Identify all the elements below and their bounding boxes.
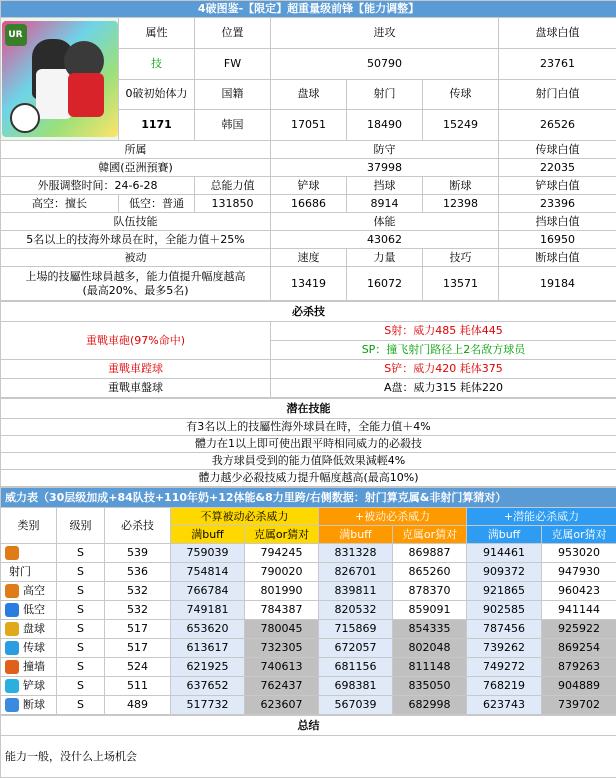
row-level: S — [57, 696, 105, 715]
tackle-value: 16686 — [271, 195, 347, 213]
col-type: 类别 — [1, 508, 57, 544]
power-value: 749181 — [171, 601, 245, 620]
pass-icon — [5, 641, 19, 655]
intercept-icon — [5, 698, 19, 712]
team-value: 韓國(亞洲預賽) — [1, 159, 271, 177]
power-table-row — [1, 544, 616, 563]
row-type-label: 铲球 — [23, 679, 45, 692]
row-type — [1, 582, 57, 601]
power-value: 904889 — [542, 677, 616, 696]
page-title: 4破图鉴-【限定】超重量级前锋【能力调整】 — [1, 1, 616, 18]
potential-table — [0, 398, 616, 487]
power-value: 914461 — [467, 544, 542, 563]
attack-label: 进攻 — [271, 18, 499, 49]
power-table-row — [1, 658, 616, 677]
air-ability: 高空：擅长 — [1, 195, 119, 213]
shoot-label: 射门 — [347, 79, 423, 110]
dribble-icon — [5, 622, 19, 636]
power-value: 739262 — [467, 639, 542, 658]
dribble-value: 17051 — [271, 110, 347, 141]
player-card-icon — [2, 21, 118, 137]
power-value: 621925 — [171, 658, 245, 677]
row-level: S — [57, 677, 105, 696]
power-value: 831328 — [319, 544, 393, 563]
power-value: 941144 — [542, 601, 616, 620]
power-value: 698381 — [319, 677, 393, 696]
row-type — [1, 677, 57, 696]
pass-value: 15249 — [423, 110, 499, 141]
row-type — [1, 563, 57, 582]
low-icon — [5, 603, 19, 617]
power-value: 637652 — [171, 677, 245, 696]
power-value: 762437 — [245, 677, 319, 696]
passive-value: 上場的技屬性球員越多，能力值提升幅度越高 (最高20%、最多5名) — [1, 267, 271, 301]
skills-title: 必杀技 — [1, 302, 616, 322]
pass-white-label: 传球白值 — [499, 141, 616, 159]
power-value: 794245 — [245, 544, 319, 563]
row-skill: 511 — [105, 677, 171, 696]
summary-text: 能力一般，没什么上场机会 — [1, 736, 616, 778]
attr-label: 属性 — [119, 18, 195, 49]
adjust-time: 外服调整时间：24-6-28 — [1, 177, 195, 195]
power-value: 787456 — [467, 620, 542, 639]
skill-desc: SP：撞飞射门路径上2名敌方球员 — [271, 341, 616, 360]
potential-item: 體力越少必殺技威力提升幅度越高(最高10%) — [1, 470, 616, 487]
power-value: 865260 — [393, 563, 467, 582]
row-skill: 536 — [105, 563, 171, 582]
power-table-row — [1, 677, 616, 696]
power-value: 839811 — [319, 582, 393, 601]
technique-value: 13571 — [423, 267, 499, 301]
power-value: 780045 — [245, 620, 319, 639]
col-skill: 必杀技 — [105, 508, 171, 544]
team-label: 所属 — [1, 141, 271, 159]
power-value: 732305 — [245, 639, 319, 658]
speed-value: 13419 — [271, 267, 347, 301]
power-value: 835050 — [393, 677, 467, 696]
skill-name: 重戰車盤球 — [1, 379, 271, 398]
shoot-value: 18490 — [347, 110, 423, 141]
power-table-body — [1, 544, 616, 715]
block-white-value: 16950 — [499, 231, 616, 249]
technique-label: 技巧 — [423, 249, 499, 267]
attr-value: 技 — [119, 48, 195, 79]
power-value: 784387 — [245, 601, 319, 620]
skills-table — [0, 301, 616, 398]
power-table-row — [1, 563, 616, 582]
attack-value: 50790 — [271, 48, 499, 79]
sub-counter: 克属or猜对 — [542, 526, 616, 544]
sub-full-buff: 满buff — [467, 526, 542, 544]
block-white-label: 挡球白值 — [499, 213, 616, 231]
power-value: 802048 — [393, 639, 467, 658]
power-value: 879263 — [542, 658, 616, 677]
wall-icon — [5, 660, 19, 674]
power-value: 682998 — [393, 696, 467, 715]
power-table-row — [1, 582, 616, 601]
power-value: 567039 — [319, 696, 393, 715]
rarity-badge: UR — [5, 24, 27, 46]
row-level: S — [57, 563, 105, 582]
row-type — [1, 544, 57, 563]
power-table-row — [1, 601, 616, 620]
power-value: 869254 — [542, 639, 616, 658]
row-skill: 517 — [105, 639, 171, 658]
power-value: 960423 — [542, 582, 616, 601]
stamina-value: 1171 — [119, 110, 195, 141]
power-value: 826701 — [319, 563, 393, 582]
row-skill: 517 — [105, 620, 171, 639]
pass-label: 传球 — [423, 79, 499, 110]
shoot-icon — [5, 546, 19, 560]
summary-table — [0, 715, 616, 778]
intercept-white-value: 19184 — [499, 267, 616, 301]
row-level: S — [57, 582, 105, 601]
power-label: 力量 — [347, 249, 423, 267]
col-level: 级别 — [57, 508, 105, 544]
row-level: S — [57, 620, 105, 639]
skill-desc: A盘：威力315 耗体220 — [271, 379, 616, 398]
row-type — [1, 601, 57, 620]
row-type-label: 撞墙 — [23, 660, 45, 673]
dribble-white-label: 盘球白值 — [499, 18, 616, 49]
potential-item: 有3名以上的技屬性海外球員在時，全能力值＋4% — [1, 419, 616, 436]
ball-icon — [10, 103, 40, 133]
power-value: 921865 — [467, 582, 542, 601]
row-type — [1, 639, 57, 658]
row-type-label: 射门 — [9, 565, 31, 578]
power-table-row — [1, 639, 616, 658]
intercept-label: 断球 — [423, 177, 499, 195]
group-passive: +被动必杀威力 — [319, 508, 467, 526]
tackle-label: 铲球 — [271, 177, 347, 195]
power-value: 672057 — [319, 639, 393, 658]
power-table-title: 威力表（30层级加成+84队技+110年奶+12体能&8力里跨/右侧数据：射门算克属&非射门算猜对） — [1, 488, 616, 508]
pos-label: 位置 — [195, 18, 271, 49]
row-type-label: 高空 — [23, 584, 45, 597]
potential-item: 體力在1以上即可使出跟平時相同威力的必殺技 — [1, 436, 616, 453]
pass-white-value: 22035 — [499, 159, 616, 177]
sub-counter: 克属or猜对 — [245, 526, 319, 544]
power-value: 909372 — [467, 563, 542, 582]
row-type-label: 盘球 — [23, 622, 45, 635]
dribble-white-value: 23761 — [499, 48, 616, 79]
power-table-row — [1, 620, 616, 639]
row-skill: 532 — [105, 601, 171, 620]
skill-name: 重戰車砲(97%命中) — [1, 322, 271, 360]
row-skill: 489 — [105, 696, 171, 715]
tackle-icon — [5, 679, 19, 693]
row-skill: 532 — [105, 582, 171, 601]
row-skill: 539 — [105, 544, 171, 563]
pos-value: FW — [195, 48, 271, 79]
defense-value: 37998 — [271, 159, 499, 177]
block-label: 挡球 — [347, 177, 423, 195]
power-value: 820532 — [319, 601, 393, 620]
power-value: 16072 — [347, 267, 423, 301]
power-value: 623607 — [245, 696, 319, 715]
passive-label: 被动 — [1, 249, 271, 267]
sub-counter: 克属or猜对 — [393, 526, 467, 544]
power-value: 878370 — [393, 582, 467, 601]
power-value: 902585 — [467, 601, 542, 620]
row-skill: 524 — [105, 658, 171, 677]
row-type — [1, 620, 57, 639]
skill-desc: S射：威力485 耗体445 — [271, 322, 616, 341]
row-type — [1, 658, 57, 677]
power-value: 715869 — [319, 620, 393, 639]
row-type-label: 低空 — [23, 603, 45, 616]
power-value: 869887 — [393, 544, 467, 563]
shoot-white-value: 26526 — [499, 110, 616, 141]
row-level: S — [57, 639, 105, 658]
block-value: 8914 — [347, 195, 423, 213]
row-level: S — [57, 658, 105, 677]
row-type-label: 传球 — [23, 641, 45, 654]
tackle-white-value: 23396 — [499, 195, 616, 213]
power-value: 766784 — [171, 582, 245, 601]
power-value: 811148 — [393, 658, 467, 677]
shoot-white-label: 射门白值 — [499, 79, 616, 110]
power-table-row — [1, 696, 616, 715]
power-value: 740613 — [245, 658, 319, 677]
power-value: 953020 — [542, 544, 616, 563]
team-skill-value: 5名以上的技海外球员在时，全能力值＋25% — [1, 231, 271, 249]
low-ability: 低空：普通 — [119, 195, 195, 213]
potential-title: 潜在技能 — [1, 399, 616, 419]
power-value: 517732 — [171, 696, 245, 715]
team-skill-label: 队伍技能 — [1, 213, 271, 231]
sub-full-buff: 满buff — [319, 526, 393, 544]
air-icon — [5, 584, 19, 598]
player-card — [1, 18, 119, 141]
power-value: 854335 — [393, 620, 467, 639]
nation-label: 国籍 — [195, 79, 271, 110]
power-value: 947930 — [542, 563, 616, 582]
sub-full-buff: 满buff — [171, 526, 245, 544]
row-level: S — [57, 544, 105, 563]
power-value: 681156 — [319, 658, 393, 677]
power-value: 613617 — [171, 639, 245, 658]
power-value: 623743 — [467, 696, 542, 715]
summary-title: 总结 — [1, 716, 616, 736]
intercept-white-label: 断球白值 — [499, 249, 616, 267]
power-value: 754814 — [171, 563, 245, 582]
intercept-value: 12398 — [423, 195, 499, 213]
dribble-label: 盘球 — [271, 79, 347, 110]
power-value: 739702 — [542, 696, 616, 715]
total-label: 总能力值 — [195, 177, 271, 195]
skill-desc: S铲：威力420 耗体375 — [271, 360, 616, 379]
power-value: 653620 — [171, 620, 245, 639]
physical-label: 体能 — [271, 213, 499, 231]
power-value: 759039 — [171, 544, 245, 563]
row-type — [1, 696, 57, 715]
power-value: 859091 — [393, 601, 467, 620]
group-not-passive: 不算被动必杀威力 — [171, 508, 319, 526]
power-value: 790020 — [245, 563, 319, 582]
power-value: 768219 — [467, 677, 542, 696]
row-type-label: 断球 — [23, 698, 45, 711]
group-potential: +潜能必杀威力 — [467, 508, 616, 526]
tackle-white-label: 铲球白值 — [499, 177, 616, 195]
potential-item: 我方球員受到的能力值降低效果減輕4% — [1, 453, 616, 470]
power-value: 801990 — [245, 582, 319, 601]
power-value: 925922 — [542, 620, 616, 639]
row-level: S — [57, 601, 105, 620]
profile-table — [0, 0, 616, 301]
power-value: 749272 — [467, 658, 542, 677]
power-table — [0, 487, 616, 715]
total-value: 131850 — [195, 195, 271, 213]
stamina-label: 0破初始体力 — [119, 79, 195, 110]
skill-name: 重戰車蹚球 — [1, 360, 271, 379]
defense-label: 防守 — [271, 141, 499, 159]
speed-label: 速度 — [271, 249, 347, 267]
nation-value: 韩国 — [195, 110, 271, 141]
physical-value: 43062 — [271, 231, 499, 249]
